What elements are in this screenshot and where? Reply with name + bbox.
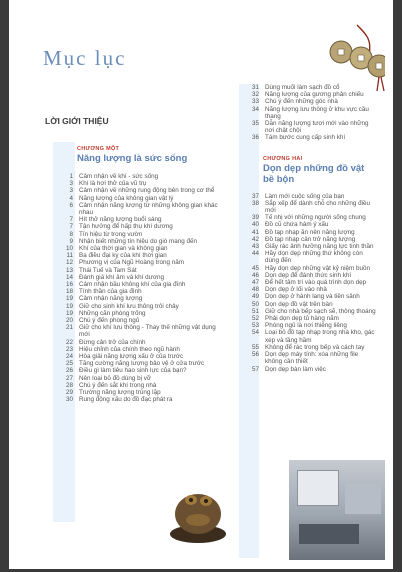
toc-entry xyxy=(239,200,377,214)
toc-entry-title: Hòa giải năng lượng xấu ở của trước xyxy=(79,353,184,361)
toc-entry-page: 13 xyxy=(65,266,73,274)
toc-entry xyxy=(53,238,228,245)
chapter-two-header xyxy=(239,142,377,185)
toc-entry xyxy=(53,375,228,382)
toc-entry-page: 22 xyxy=(65,338,73,346)
toc-entry-page: 12 xyxy=(65,259,73,267)
toc-entry-title: Hãy dọn dẹp những thứ không còn dùng đến xyxy=(265,250,363,265)
toc-entry-page: 44 xyxy=(251,250,259,258)
toc-entry xyxy=(239,366,377,373)
toc-entry xyxy=(239,134,377,141)
toc-entry xyxy=(239,308,377,315)
chapter-two-title: Dọn dẹp những đồ vật bề bộn xyxy=(263,162,365,185)
toc-entry-title: Dọn dẹp bàn làm việc xyxy=(265,365,326,373)
scan-border-left xyxy=(0,0,9,572)
toc-entry-page: 29 xyxy=(65,389,73,397)
living-room-photo xyxy=(289,460,385,560)
toc-entry xyxy=(239,293,377,300)
toc-entry xyxy=(53,339,228,346)
toc-entry-title: Ba điều đại kỵ của khí thời gian xyxy=(79,252,167,260)
toc-entry-page: 40 xyxy=(251,221,259,229)
toc-entry xyxy=(53,187,228,194)
toc-entry-title: Thái Tuế và Tam Sát xyxy=(79,266,137,274)
toad-statue-image xyxy=(167,476,229,546)
chapter-one-title: Năng lượng là sức sống xyxy=(77,153,188,164)
toc-entry-title: Tính thần của gia đình xyxy=(79,288,142,296)
toc-entry xyxy=(53,195,228,202)
toc-entry-page: 21 xyxy=(65,324,73,332)
chapter-one-header xyxy=(53,142,228,164)
toc-entry-title: Đồ cũ chứa hàm ý xấu xyxy=(265,221,329,229)
chapter-one-label: CHƯƠNG MỘT xyxy=(77,146,120,152)
toc-entry-page: 32 xyxy=(251,91,259,99)
window-shape xyxy=(297,470,339,506)
toc-entry xyxy=(239,120,377,134)
toc-entry-page: 4 xyxy=(69,194,73,202)
toc-entry-title: Dọn dẹp máy tính: xóa những file không cần thiết xyxy=(265,351,359,366)
toc-entry-title: Giấy rác ảnh hưởng năng lực tinh thần xyxy=(265,243,374,251)
chapter-one-list xyxy=(53,173,228,404)
toc-entry-page: 26 xyxy=(65,367,73,375)
chapter-one-continued-list xyxy=(239,84,377,142)
toc-entry-title: Cảm nhận năng lượng xyxy=(79,295,143,303)
toc-entry-page: 18 xyxy=(65,288,73,296)
toc-entry-page: 7 xyxy=(69,223,73,231)
toc-entry-page: 27 xyxy=(65,374,73,382)
toc-entry xyxy=(239,243,377,250)
toc-entry-page: 25 xyxy=(65,360,73,368)
toc-entry-title: Giữ cho khí lưu thông - Thay thế những vật dụng mới xyxy=(79,324,216,339)
toc-entry xyxy=(239,193,377,200)
toc-entry-title: Tăng cường năng lượng bảo vệ ở cửa trước xyxy=(79,360,205,368)
toc-entry xyxy=(53,202,228,216)
toc-entry-title: Phương vị của Ngũ Hoàng trong năm xyxy=(79,259,184,267)
toc-entry-title: Dọn dẹp đồ vật trên bàn xyxy=(265,300,333,308)
toc-entry xyxy=(53,303,228,310)
toc-entry-title: Giữ cho sinh khí lưu thông trôi chảy xyxy=(79,302,179,310)
toc-entry-title: Sắp xếp để dành chỗ cho những điều mới xyxy=(265,199,371,215)
toc-entry xyxy=(53,295,228,302)
toc-entry-page: 31 xyxy=(251,84,259,91)
toc-entry-page: 16 xyxy=(65,281,73,289)
toc-entry-title: Dọn dẹp ở lối vào nhà xyxy=(265,286,327,294)
toc-entry-title: Chú ý đến những góc nhà xyxy=(265,98,338,106)
toc-entry-title: Giữ cho nhà bếp sạch sẽ, thông thoáng xyxy=(265,307,376,315)
toc-entry-page: 24 xyxy=(65,353,73,361)
toc-entry-page: 52 xyxy=(251,315,259,323)
toc-entry-title: Không để rác trong bếp và cách tay xyxy=(265,343,365,351)
toc-entry-title: Tám bước cung cấp sinh khí xyxy=(265,134,346,142)
toc-entry-page: 33 xyxy=(251,98,259,106)
toc-entry-page: 50 xyxy=(251,300,259,308)
toc-entry-title: Tận hưởng để hấp thụ khí dương xyxy=(79,223,173,231)
toc-entry-title: Cảm nhận về khí - sức sống xyxy=(79,173,159,180)
toc-entry-page: 10 xyxy=(65,245,73,253)
toc-entry-title: Đánh giá khí âm và khí dương xyxy=(79,273,165,281)
toc-entry-title: Dùng muối làm sạch đồ cổ xyxy=(265,84,340,91)
toc-entry-title: Đồ tạp nhạp ăn nên năng lượng xyxy=(265,228,355,236)
toc-entry-page: 39 xyxy=(251,214,259,222)
toc-entry-title: Trường năng lượng trùng lặp xyxy=(79,389,161,397)
toc-entry-page: 57 xyxy=(251,365,259,373)
toc-entry-page: 3 xyxy=(69,180,73,188)
toc-entry-page: 14 xyxy=(65,273,73,281)
toc-entry-page: 56 xyxy=(251,351,259,359)
toc-entry-page: 41 xyxy=(251,228,259,236)
toc-entry-title: Rung động xấu do đồ đạc phát ra xyxy=(79,396,173,404)
toc-entry-title: Hít thở năng lượng buổi sáng xyxy=(79,216,162,224)
toc-entry-title: Cảm nhận bầu không khí của gia đình xyxy=(79,281,186,289)
toc-entry-title: Loại bỏ đồ tạp nhạp trong nhà kho, gác xép và tầng hầm xyxy=(265,329,375,344)
toc-entry-title: Chú ý đến phòng ngủ xyxy=(79,317,140,325)
toc-entry-page: 3 xyxy=(69,187,73,195)
toc-entry-title: Làm mới cuộc sống của bạn xyxy=(265,192,345,200)
toc-entry-page: 8 xyxy=(69,230,73,238)
toc-entry-page: 19 xyxy=(65,309,73,317)
toc-entry xyxy=(239,301,377,308)
toc-entry-page: 36 xyxy=(251,134,259,142)
toc-entry-page: 20 xyxy=(65,317,73,325)
toc-entry xyxy=(53,267,228,274)
toc-entry xyxy=(239,329,377,343)
toc-entry-title: Năng lượng của không gian vật lý xyxy=(79,194,174,202)
toc-entry xyxy=(53,288,228,295)
toc-entry-title: Cảm nhận về những rung động bên trong cơ thể xyxy=(79,187,215,195)
toc-entry-page: 30 xyxy=(65,396,73,404)
toc-entry-title: Những căn phòng trống xyxy=(79,309,146,317)
toc-entry-title: Tế nhị với những người sống chung xyxy=(265,214,366,222)
toc-entry-title: Phòng ngủ là nơi thiêng liêng xyxy=(265,322,347,330)
feng-shui-coins-image xyxy=(317,20,385,92)
toc-entry-title: Chú ý đến sắt khí trong nhà xyxy=(79,381,157,389)
toc-entry xyxy=(53,396,228,403)
toc-entry-page: 19 xyxy=(65,295,73,303)
toc-entry-title: Nên loại bỏ đồ dùng bị vỡ xyxy=(79,374,152,382)
toc-entry-page: 48 xyxy=(251,286,259,294)
toc-entry xyxy=(53,367,228,374)
toc-entry-page: 43 xyxy=(251,243,259,251)
page-title: Mục lục xyxy=(43,46,127,70)
toc-entry-title: Nhận biết những tín hiệu do gió mang đến xyxy=(79,237,197,245)
toc-entry-page: 1 xyxy=(69,173,73,180)
toc-entry-title: Dọn dẹp ở hành lang và tiền sảnh xyxy=(265,293,360,301)
toc-entry-title: Phải dọn dẹp tủ hàng năm xyxy=(265,315,339,323)
chapter-two-list xyxy=(239,193,377,373)
toc-entry-page: 37 xyxy=(251,192,259,200)
toc-entry xyxy=(53,259,228,266)
toc-entry-title: Năng lượng lưu thông ở khu vực cầu thang xyxy=(265,105,369,120)
toc-entry-page: 55 xyxy=(251,343,259,351)
toc-entry-page: 51 xyxy=(251,307,259,315)
toc-entry xyxy=(53,382,228,389)
toc-entry-page: 23 xyxy=(65,345,73,353)
toc-entry xyxy=(239,351,377,365)
toc-entry-page: 38 xyxy=(251,199,259,207)
toc-entry-title: Năng lượng của gương phản chiếu xyxy=(265,91,364,99)
toc-entry-title: Hãy dọn dẹp những vật kỷ niệm buồn xyxy=(265,264,371,272)
toc-entry-page: 49 xyxy=(251,293,259,301)
toc-entry-page: 6 xyxy=(69,201,73,209)
sofa-shape xyxy=(299,524,359,544)
toc-entry xyxy=(239,98,377,105)
toc-entry xyxy=(53,346,228,353)
toc-entry xyxy=(53,231,228,238)
toc-entry xyxy=(239,236,377,243)
toc-entry xyxy=(53,310,228,317)
toc-entry-page: 45 xyxy=(251,264,259,272)
intro-heading: LỜI GIỚI THIỆU xyxy=(45,116,109,126)
toc-entry-title: Đồ tạp nhạp cản trở năng lượng xyxy=(265,235,356,243)
toc-entry-title: Khí là hơi thở của vũ trụ xyxy=(79,180,147,188)
toc-entry xyxy=(239,250,377,264)
scan-border-right xyxy=(393,0,402,572)
toc-entry-page: 9 xyxy=(69,237,73,245)
toc-entry-title: Để hết tâm trí vào quá trình dọn dẹp xyxy=(265,279,367,287)
toc-entry xyxy=(239,106,377,120)
toc-entry-title: Dọn dẹp để đánh thức sinh khí xyxy=(265,271,352,279)
toc-entry-title: Cảm nhận năng lượng từ những không gian khác nhau xyxy=(79,201,218,217)
toc-entry-title: Khí của thời gian và không gian xyxy=(79,245,168,253)
toc-entry xyxy=(239,221,377,228)
toc-entry-page: 28 xyxy=(65,381,73,389)
toc-entry-page: 19 xyxy=(65,302,73,310)
toc-entry-page: 42 xyxy=(251,235,259,243)
toc-entry xyxy=(53,274,228,281)
toc-entry-page: 54 xyxy=(251,329,259,337)
toc-column-left xyxy=(53,142,228,522)
shelf-shape xyxy=(345,484,381,514)
toc-entry xyxy=(239,229,377,236)
toc-entry-page: 53 xyxy=(251,322,259,330)
toc-entry-title: Đừng cản trở của chính xyxy=(79,338,146,346)
toc-entry-page: 46 xyxy=(251,271,259,279)
toc-entry xyxy=(239,272,377,279)
toc-entry xyxy=(53,223,228,230)
toc-entry-title: Tín hiệu từ trong vườn xyxy=(79,230,143,238)
toc-entry-title: Hiệu chỉnh của chính theo ngũ hành xyxy=(79,345,180,353)
chapter-two-label: CHƯƠNG HAI xyxy=(263,155,303,162)
toc-entry-title: Điều gì làm tiêu hao sinh lực của bạn? xyxy=(79,367,187,375)
toc-entry-page: 7 xyxy=(69,216,73,224)
toc-entry-page: 35 xyxy=(251,120,259,128)
toc-entry-page: 11 xyxy=(66,252,73,260)
toc-entry xyxy=(239,265,377,272)
toc-entry-page: 47 xyxy=(251,279,259,287)
toc-entry xyxy=(239,344,377,351)
book-page xyxy=(17,6,385,568)
toc-entry-title: Dẫn năng lượng tươi mới vào những nơi chật chội xyxy=(265,120,369,135)
toc-entry-page: 34 xyxy=(251,105,259,113)
toc-entry xyxy=(53,324,228,338)
